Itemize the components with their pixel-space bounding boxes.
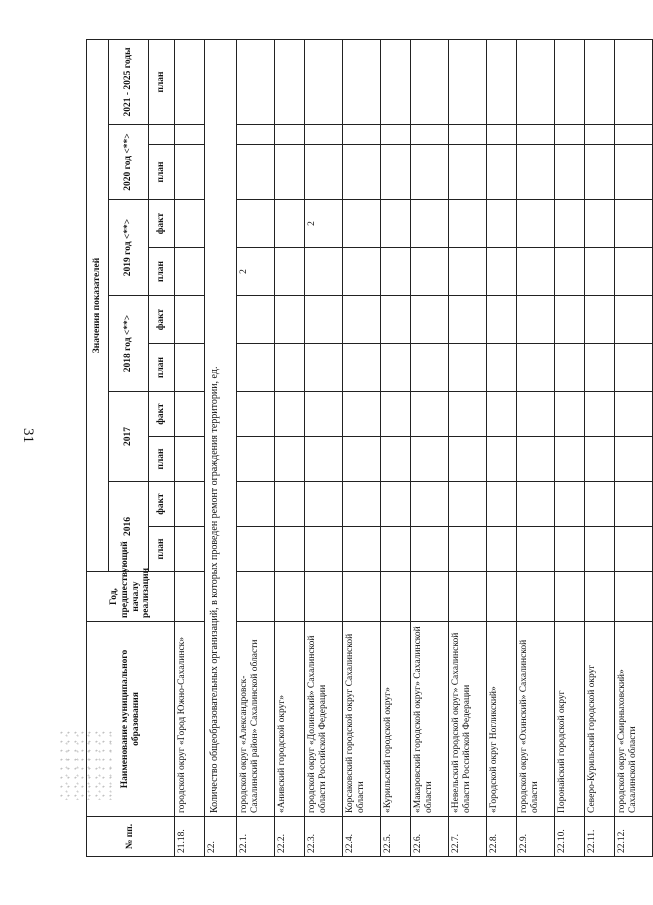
value-cell — [517, 40, 555, 125]
indicator-number: 22. — [205, 817, 237, 857]
value-cell — [275, 296, 305, 344]
value-cell — [343, 248, 381, 296]
value-cell — [343, 200, 381, 248]
value-cell — [343, 392, 381, 437]
value-cell — [411, 527, 449, 572]
value-cell — [615, 437, 653, 482]
value-cell — [517, 296, 555, 344]
header-name: Наименование муниципального образования — [87, 622, 175, 817]
row-name: «Городской округ Ногликский» — [487, 622, 517, 817]
value-cell — [175, 200, 205, 248]
row-number: 22.6. — [411, 817, 449, 857]
value-cell — [381, 296, 411, 344]
value-cell — [175, 248, 205, 296]
value-cell — [343, 437, 381, 482]
value-cell: 2 — [305, 200, 343, 248]
value-cell — [585, 572, 615, 622]
value-cell — [381, 125, 411, 145]
value-cell — [487, 145, 517, 200]
row-number: 22.2. — [275, 817, 305, 857]
value-cell — [517, 527, 555, 572]
value-cell — [411, 248, 449, 296]
value-cell — [555, 344, 585, 392]
value-cell — [381, 40, 411, 125]
value-cell — [449, 344, 487, 392]
value-cell — [305, 296, 343, 344]
value-cell — [175, 145, 205, 200]
value-cell — [175, 125, 205, 145]
value-cell — [615, 482, 653, 527]
value-cell — [615, 392, 653, 437]
indicators-table — [86, 39, 653, 857]
value-cell — [555, 145, 585, 200]
value-cell — [585, 482, 615, 527]
value-cell — [381, 572, 411, 622]
value-cell — [585, 527, 615, 572]
value-cell — [305, 145, 343, 200]
value-cell — [517, 392, 555, 437]
value-cell — [517, 145, 555, 200]
table-row — [487, 40, 517, 857]
header-fact-2018: факт — [149, 296, 175, 344]
value-cell — [343, 125, 381, 145]
row-number: 22.9. — [517, 817, 555, 857]
value-cell — [449, 482, 487, 527]
row-number: 22.10. — [555, 817, 585, 857]
value-cell — [275, 437, 305, 482]
value-cell — [585, 344, 615, 392]
header-2017: 2017 — [109, 392, 149, 482]
value-cell — [555, 392, 585, 437]
value-cell — [487, 296, 517, 344]
value-cell — [343, 344, 381, 392]
table-row — [555, 40, 585, 857]
value-cell — [237, 145, 275, 200]
value-cell — [275, 40, 305, 125]
value-cell — [237, 392, 275, 437]
header-fact-2017: факт — [149, 392, 175, 437]
value-cell — [175, 437, 205, 482]
header-plan-2018: план — [149, 344, 175, 392]
value-cell — [449, 437, 487, 482]
table-row — [411, 40, 449, 857]
table-row — [343, 40, 381, 857]
value-cell — [517, 200, 555, 248]
row-name: городской округ «Охинский» Сахалинской области — [517, 622, 555, 817]
value-cell — [411, 437, 449, 482]
row-number: 22.4. — [343, 817, 381, 857]
row-number: 22.5. — [381, 817, 411, 857]
value-cell — [175, 572, 205, 622]
row-name: городской округ «Долинский» Сахалинской области Российской Федерации — [305, 622, 343, 817]
value-cell — [411, 572, 449, 622]
value-cell — [305, 437, 343, 482]
page-number: 31 — [20, 428, 36, 443]
value-cell — [411, 125, 449, 145]
value-cell — [305, 482, 343, 527]
value-cell — [449, 248, 487, 296]
value-cell — [343, 527, 381, 572]
indicator-row — [205, 40, 237, 857]
value-cell — [237, 200, 275, 248]
value-cell — [381, 437, 411, 482]
value-cell — [487, 437, 517, 482]
value-cell — [449, 40, 487, 125]
value-cell — [381, 145, 411, 200]
value-cell — [585, 145, 615, 200]
header-fact-2016: факт — [149, 482, 175, 527]
value-cell — [411, 40, 449, 125]
value-cell — [517, 344, 555, 392]
value-cell — [487, 527, 517, 572]
value-cell — [305, 248, 343, 296]
header-2021-2025: 2021 - 2025 годы — [109, 40, 149, 125]
table-row — [381, 40, 411, 857]
value-cell — [411, 296, 449, 344]
value-cell — [175, 392, 205, 437]
value-cell — [487, 344, 517, 392]
value-cell — [487, 200, 517, 248]
value-cell — [175, 482, 205, 527]
value-cell — [381, 344, 411, 392]
value-cell — [381, 392, 411, 437]
value-cell — [343, 572, 381, 622]
value-cell — [487, 248, 517, 296]
value-cell — [381, 482, 411, 527]
value-cell — [449, 392, 487, 437]
row-name: Корсаковский городской округ Сахалинской области — [343, 622, 381, 817]
value-cell — [585, 392, 615, 437]
table-row — [615, 40, 653, 857]
value-cell — [517, 572, 555, 622]
header-plan-2021: план — [149, 40, 175, 125]
value-cell — [237, 437, 275, 482]
value-cell — [381, 200, 411, 248]
row-number: 22.8. — [487, 817, 517, 857]
value-cell — [585, 40, 615, 125]
value-cell — [449, 200, 487, 248]
value-cell — [449, 572, 487, 622]
indicator-text: Количество общеобразовательных организаций, в которых проведен ремонт ограждения территории, ед. — [205, 40, 237, 817]
header-fact-2019: факт — [149, 200, 175, 248]
value-cell — [555, 40, 585, 125]
header-2018: 2018 год <**> — [109, 296, 149, 392]
header-values: Значения показателей — [87, 40, 109, 572]
value-cell — [305, 344, 343, 392]
value-cell — [585, 296, 615, 344]
value-cell — [585, 437, 615, 482]
value-cell — [555, 437, 585, 482]
value-cell — [555, 572, 585, 622]
header-2020: 2020 год <**> — [109, 125, 149, 200]
table-row — [305, 40, 343, 857]
value-cell — [343, 40, 381, 125]
value-cell — [275, 145, 305, 200]
row-number: 22.1. — [237, 817, 275, 857]
value-cell: 2 — [237, 248, 275, 296]
value-cell — [275, 344, 305, 392]
row-name: городской округ «Город Южно-Сахалинск» — [175, 622, 205, 817]
value-cell — [275, 527, 305, 572]
table-row — [585, 40, 615, 857]
value-cell — [487, 572, 517, 622]
value-cell — [555, 296, 585, 344]
row-name: «Курильский городской округ» — [381, 622, 411, 817]
value-cell — [585, 200, 615, 248]
row-number: 22.12. — [615, 817, 653, 857]
table-row — [275, 40, 305, 857]
value-cell — [487, 40, 517, 125]
value-cell — [237, 40, 275, 125]
value-cell — [449, 527, 487, 572]
row-name: городской округ «Александровск-Сахалинский район» Сахалинской области — [237, 622, 275, 817]
value-cell — [237, 482, 275, 527]
row-name: «Анивский городской округ» — [275, 622, 305, 817]
value-cell — [555, 125, 585, 145]
value-cell — [615, 248, 653, 296]
value-cell — [449, 296, 487, 344]
value-cell — [343, 296, 381, 344]
value-cell — [555, 482, 585, 527]
header-plan-2016: план — [149, 527, 175, 572]
value-cell — [175, 527, 205, 572]
value-cell — [449, 125, 487, 145]
value-cell — [237, 527, 275, 572]
row-name: городской округ «Смирныховский» Сахалинской области — [615, 622, 653, 817]
row-number: 22.3. — [305, 817, 343, 857]
value-cell — [555, 200, 585, 248]
value-cell — [175, 344, 205, 392]
value-cell — [487, 125, 517, 145]
value-cell — [615, 527, 653, 572]
value-cell — [275, 200, 305, 248]
value-cell — [275, 482, 305, 527]
value-cell — [487, 482, 517, 527]
value-cell — [411, 145, 449, 200]
rotated-table-container — [86, 40, 638, 857]
value-cell — [487, 392, 517, 437]
row-number: 22.7. — [449, 817, 487, 857]
value-cell — [305, 392, 343, 437]
value-cell — [343, 482, 381, 527]
value-cell — [275, 572, 305, 622]
table-row — [449, 40, 487, 857]
value-cell — [305, 40, 343, 125]
value-cell — [411, 482, 449, 527]
header-spacer-2020 — [149, 125, 175, 145]
table-row — [237, 40, 275, 857]
header-plan-2020: план — [149, 145, 175, 200]
value-cell — [411, 344, 449, 392]
header-year-prev: Год, предшествующий началу реализации — [87, 572, 175, 622]
table-body — [175, 40, 653, 857]
row-name: Поронайский городской округ — [555, 622, 585, 817]
value-cell — [237, 296, 275, 344]
value-cell — [615, 125, 653, 145]
value-cell — [615, 296, 653, 344]
value-cell — [237, 344, 275, 392]
table-row — [175, 40, 205, 857]
value-cell — [411, 200, 449, 248]
value-cell — [305, 572, 343, 622]
value-cell — [305, 527, 343, 572]
value-cell — [175, 40, 205, 125]
value-cell — [237, 572, 275, 622]
row-name: Северо-Курильский городской округ — [585, 622, 615, 817]
row-name: «Невельский городской округ» Сахалинской области Российской Федерации — [449, 622, 487, 817]
value-cell — [381, 248, 411, 296]
value-cell — [275, 248, 305, 296]
value-cell — [517, 437, 555, 482]
value-cell — [275, 392, 305, 437]
value-cell — [175, 296, 205, 344]
row-name: «Макаровский городской округ» Сахалинской области — [411, 622, 449, 817]
value-cell — [615, 572, 653, 622]
value-cell — [615, 40, 653, 125]
table-row — [517, 40, 555, 857]
value-cell — [555, 527, 585, 572]
value-cell — [555, 248, 585, 296]
value-cell — [517, 248, 555, 296]
value-cell — [517, 482, 555, 527]
header-plan-2019: план — [149, 248, 175, 296]
value-cell — [411, 392, 449, 437]
value-cell — [615, 145, 653, 200]
value-cell — [517, 125, 555, 145]
value-cell — [615, 344, 653, 392]
value-cell — [275, 125, 305, 145]
value-cell — [615, 200, 653, 248]
header-2019: 2019 год <**> — [109, 200, 149, 296]
value-cell — [449, 145, 487, 200]
header-plan-2017: план — [149, 437, 175, 482]
header-2016: 2016 — [109, 482, 149, 572]
header-num: № пп. — [87, 817, 175, 857]
value-cell — [585, 248, 615, 296]
value-cell — [305, 125, 343, 145]
row-number: 22.11. — [585, 817, 615, 857]
row-number: 21.18. — [175, 817, 205, 857]
value-cell — [343, 145, 381, 200]
value-cell — [237, 125, 275, 145]
value-cell — [381, 527, 411, 572]
value-cell — [585, 125, 615, 145]
